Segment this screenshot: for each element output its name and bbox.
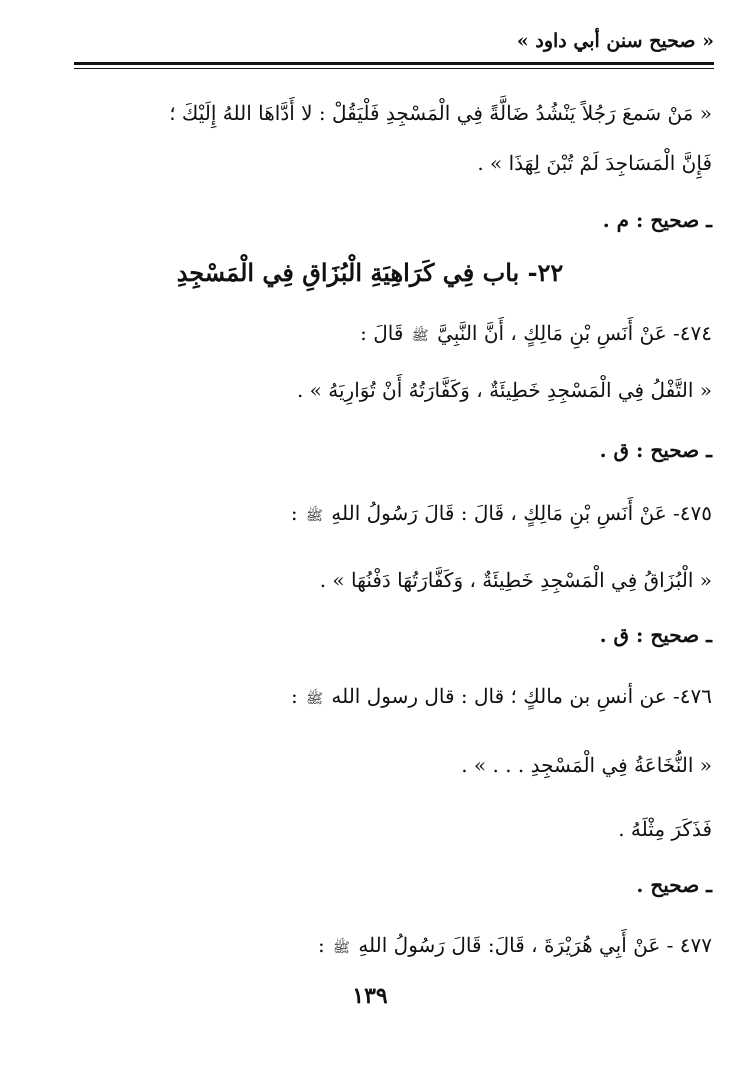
header-rule-thin [74, 68, 714, 69]
salawat-symbol: ﷺ [411, 328, 429, 344]
hadith-text-line: « التَّفْلُ فِي الْمَسْجِدِ خَطِيئَةٌ ، وَكَفَّارَتُهُ أَنْ تُوَارِيَهُ » . [296, 378, 712, 402]
hadith-number-intro: ٤٧٦- عن أنسِ بن مالكٍ ؛ قال : قال رسول الله [331, 684, 712, 708]
hadith-number-intro: ٤٧٧ - عَنْ أَبِي هُرَيْرَةَ ، قَالَ: قَالَ رَسُولُ اللهِ [358, 933, 712, 957]
grading-line: ـ صحيح . [636, 873, 712, 897]
hadith-text-line: « النُّخَاعَةُ فِي الْمَسْجِدِ . . . » . [461, 753, 712, 777]
running-header [74, 30, 714, 60]
hadith-intro-line [70, 320, 712, 346]
page-number: ١٣٩ [352, 983, 388, 1009]
hadith-intro-end: : [290, 684, 298, 708]
hadith-intro-line [70, 500, 712, 526]
salawat-symbol: ﷺ [305, 508, 323, 524]
salawat-symbol: ﷺ [306, 691, 323, 707]
hadith-intro-line [70, 932, 712, 958]
hadith-number-intro: ٤٧٤- عَنْ أَنَسِ بْنِ مَالِكٍ ، أَنَّ النَّبِيَّ [437, 321, 712, 345]
hadith-intro-end: قَالَ : [360, 321, 404, 345]
hadith-text-line: « الْبُزَاقُ فِي الْمَسْجِدِ خَطِيئَةٌ ، وَكَفَّارَتُهَا دَفْنُهَا » . [319, 568, 712, 592]
hadith-text-line: فَذَكَرَ مِثْلَهُ . [618, 817, 712, 841]
hadith-text-line: فَإِنَّ الْمَسَاجِدَ لَمْ تُبْنَ لِهَذَا » . [477, 151, 712, 175]
header-title: « صحيح سنن أبي داود » [516, 30, 714, 52]
grading-line: ـ صحيح : ق . [599, 438, 712, 462]
hadith-text-line: « مَنْ سَمعَ رَجُلاً يَنْشُدُ ضَالَّةً فِي الْمَسْجِدِ فَلْيَقُلْ : لا أَدَّاهَا اللهُ إِلَيْكَ ؛ [169, 101, 712, 125]
hadith-number-intro: ٤٧٥- عَنْ أَنَسِ بْنِ مَالِكٍ ، قَالَ : قَالَ رَسُولُ اللهِ [331, 501, 712, 525]
chapter-heading: ٢٢- باب فِي كَرَاهِيَةِ الْبُزَاقِ فِي الْمَسْجِدِ [176, 258, 564, 287]
hadith-intro-end: : [290, 501, 298, 525]
grading-line: ـ صحيح : م . [602, 208, 712, 232]
hadith-intro-line [70, 683, 712, 709]
hadith-intro-end: : [317, 933, 325, 957]
header-rule-thick [74, 62, 714, 65]
salawat-symbol: ﷺ [333, 940, 350, 956]
grading-line: ـ صحيح : ق . [599, 623, 712, 647]
